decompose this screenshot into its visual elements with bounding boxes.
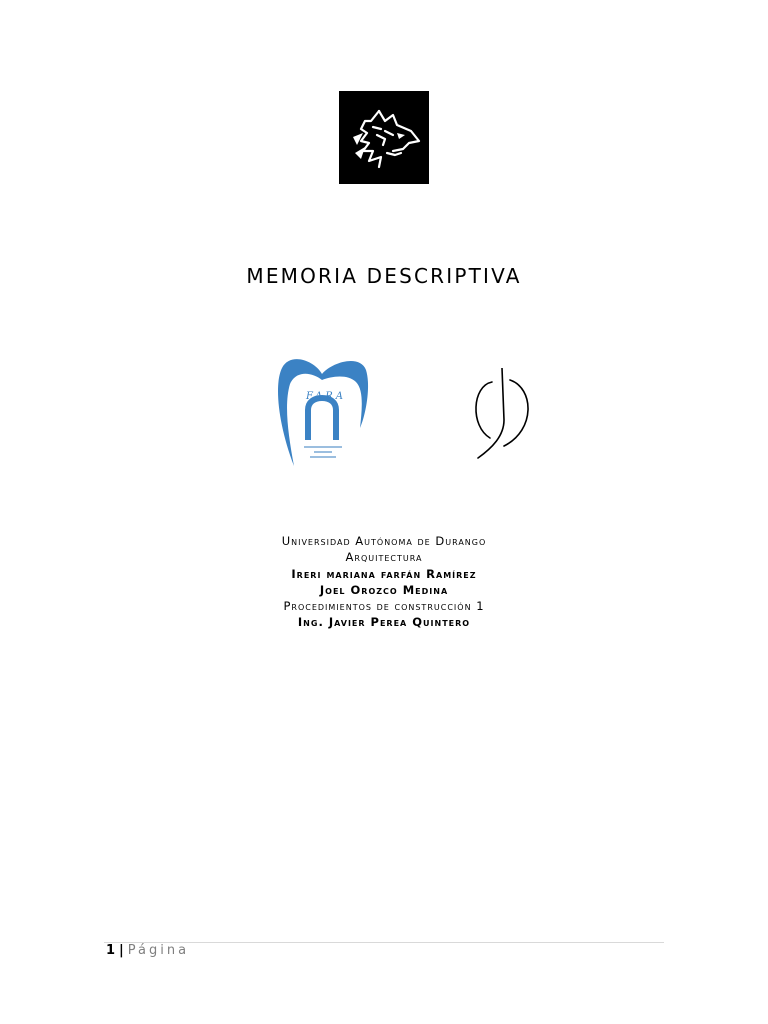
jo-monogram-logo (466, 368, 536, 463)
fara-tooth-logo (274, 354, 372, 472)
page-label: Página (127, 943, 190, 958)
document-title: MEMORIA DESCRIPTIVA (246, 264, 522, 288)
info-block (0, 533, 768, 631)
author-line-2: Joel Orozco Medina (319, 582, 449, 597)
fara-logo-text: FARA (305, 391, 347, 402)
university-line: Universidad Autónoma de Durango (281, 534, 487, 548)
page-footer (106, 943, 189, 958)
teacher-line: Ing. Javier Perea Quintero (297, 615, 471, 630)
page-number: 1 (106, 943, 116, 958)
footer-separator: | (119, 943, 124, 958)
wolf-logo (339, 91, 429, 184)
career-line: Arquitectura (345, 550, 423, 565)
course-line: Procedimientos de construcción 1 (283, 599, 485, 614)
author-line-1: Ireri mariana farfán Ramírez (291, 566, 477, 581)
